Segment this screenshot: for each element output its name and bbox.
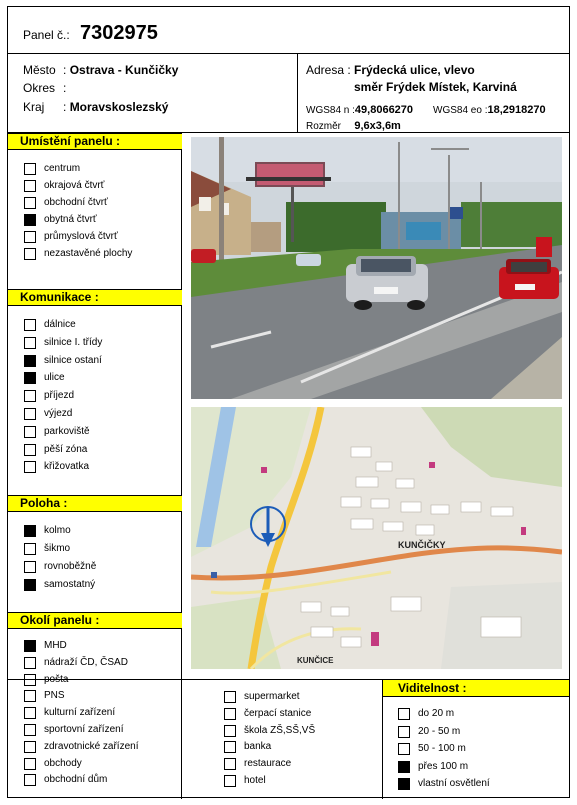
panel-sheet [7, 6, 570, 798]
colon: : [63, 63, 67, 77]
checklist-label: okrajová čtvrť [44, 180, 105, 191]
checklist-label: čerpací stanice [244, 707, 312, 719]
size-label: Rozměr [306, 121, 342, 132]
checklist-label: samostatný [44, 579, 96, 590]
colon: : [349, 105, 355, 116]
region-value: Moravskoslezský [69, 100, 169, 114]
location-block [8, 54, 569, 133]
checklist-item [24, 389, 74, 403]
checklist-label: silnice I. třídy [44, 336, 103, 348]
colon: : [481, 105, 488, 116]
checklist-label: dálnice [44, 319, 76, 330]
checklist-label: obchodní dům [44, 774, 108, 786]
checklist-label: obchodní čtvrť [44, 197, 108, 208]
checklist-item [24, 578, 95, 592]
checklist-label: kolmo [44, 525, 71, 536]
checklist-label: centrum [44, 163, 81, 174]
checklist-label: škola ZŠ,SŠ,VŠ [244, 724, 316, 736]
checklist-label: šikmo [44, 543, 71, 554]
checklist-item [398, 725, 460, 739]
size-row [306, 118, 401, 132]
map-svg [191, 407, 562, 669]
unchecked-box [398, 743, 410, 755]
checklist-item [24, 639, 67, 653]
checked-box [24, 372, 36, 384]
viditelnost-block [383, 680, 569, 799]
unchecked-box [224, 758, 236, 770]
bottom-block [8, 679, 569, 798]
location-left [8, 54, 298, 132]
unchecked-box [24, 197, 36, 209]
address-label-row: Adresa : [306, 63, 351, 77]
checked-box [24, 355, 36, 367]
checklist-item [398, 742, 466, 756]
checklist-item [398, 707, 454, 721]
address-label: Adresa [306, 63, 345, 77]
checklist-label: křižovatka [44, 461, 90, 473]
checklist-label: rovnoběžně [44, 561, 97, 572]
colon: : [63, 100, 67, 114]
checklist-item [224, 757, 291, 771]
checklist-label: zdravotnické zařízení [44, 740, 139, 752]
checklist-item [398, 777, 490, 791]
region-row [23, 100, 168, 114]
checked-box [24, 640, 36, 652]
checklist-item [24, 460, 89, 474]
size-value: 9,6x3,6m [354, 120, 401, 132]
checklist-label: pěší zóna [44, 443, 88, 455]
left-column [8, 133, 182, 786]
checklist-label: nádraží ČD, ČSAD [44, 656, 128, 668]
map-label-kuncice: KUNČICE [297, 656, 334, 665]
panel-number: 7302975 [80, 22, 158, 44]
colon: : [63, 81, 67, 95]
poloha-header: Poloha : [8, 495, 182, 512]
checklist-item [24, 560, 96, 574]
checklist-label: PNS [44, 690, 65, 702]
checklist-label: průmyslová čtvrť [44, 231, 118, 242]
checklist-label: restaurace [244, 758, 292, 770]
district-label: Okres [23, 81, 56, 95]
checked-box [398, 778, 410, 790]
checklist-label: pošta [44, 673, 69, 685]
checklist-label: banka [244, 741, 272, 753]
checklist-item [224, 724, 315, 738]
region-label: Kraj [23, 100, 45, 114]
address-line1 [354, 63, 475, 77]
wgs-n-row [306, 102, 413, 116]
wgs-e-value: 18,2918270 [487, 104, 546, 116]
checklist-label: 50 - 100 m [418, 743, 466, 754]
address-line2 [354, 80, 517, 94]
okoli-header: Okolí panelu : [8, 612, 182, 629]
checklist-label: výjezd [44, 408, 73, 419]
viditelnost-header: Viditelnost : [383, 680, 569, 697]
checklist-item [224, 774, 266, 788]
billboard-photo [191, 137, 562, 399]
unchecked-box [24, 319, 36, 331]
checklist-item [24, 213, 97, 227]
unchecked-box [24, 408, 36, 420]
wgs-n-label: WGS84 n [306, 105, 350, 116]
checklist-label: silnice ostaní [44, 354, 102, 366]
map-label-kuncicky: KUNČIČKY [398, 540, 446, 550]
checklist-item [24, 162, 80, 176]
checklist-item [24, 524, 71, 538]
checked-box [24, 214, 36, 226]
checklist-item [24, 443, 87, 457]
checklist-item [224, 740, 271, 754]
umisteni-header: Umístění panelu : [8, 133, 182, 150]
bottom-col1-spacer [8, 680, 182, 799]
location-map [191, 407, 562, 669]
checked-box [24, 525, 36, 537]
checklist-label: parkoviště [44, 425, 90, 437]
checklist-item [24, 318, 76, 332]
checklist-label: přes 100 m [418, 760, 469, 772]
checklist-item [24, 656, 128, 670]
checklist-label: hotel [244, 775, 266, 786]
checked-box [24, 579, 36, 591]
unchecked-box [24, 561, 36, 573]
unchecked-box [224, 775, 236, 787]
checklist-item [24, 230, 118, 244]
viditelnost-list [383, 680, 569, 799]
unchecked-box [224, 741, 236, 753]
panel-number-label: Panel č.: [23, 28, 70, 42]
city-row [23, 63, 178, 77]
unchecked-box [24, 180, 36, 192]
checklist-label: obchody [44, 757, 82, 769]
checklist-label: MHD [44, 640, 67, 651]
panel-header [8, 7, 569, 54]
unchecked-box [24, 248, 36, 260]
komunikace-header: Komunikace : [8, 289, 182, 306]
wgs-e-label: WGS84 eo [433, 105, 482, 116]
checklist-item [24, 542, 70, 556]
checklist-label: ulice [44, 372, 65, 384]
wgs-n-value: 49,8066270 [354, 104, 414, 116]
checklist-item [24, 179, 104, 193]
unchecked-box [24, 426, 36, 438]
unchecked-box [224, 725, 236, 737]
unchecked-box [224, 708, 236, 720]
unchecked-box [24, 543, 36, 555]
checklist-label: obytná čtvrť [44, 214, 97, 225]
address-value-2: směr Frýdek Místek, Karviná [354, 80, 517, 94]
street-photo-svg [191, 137, 562, 399]
checklist-label: supermarket [244, 691, 300, 702]
address-value-1: Frýdecká ulice, vlevo [354, 63, 475, 77]
okoli-list-col2 [182, 680, 383, 799]
unchecked-box [24, 337, 36, 349]
checked-box [398, 761, 410, 773]
unchecked-box [24, 390, 36, 402]
checklist-label: příjezd [44, 390, 75, 402]
wgs-e-row [433, 102, 546, 116]
unchecked-box [224, 691, 236, 703]
unchecked-box [24, 231, 36, 243]
checklist-label: vlastní osvětlení [418, 778, 490, 789]
district-row [23, 81, 66, 95]
unchecked-box [398, 726, 410, 738]
city-label: Město [23, 63, 56, 77]
city-value: Ostrava - Kunčičky [69, 63, 179, 77]
checklist-label: nezastavěné plochy [44, 248, 133, 259]
checklist-item [24, 247, 132, 261]
checklist-item [24, 354, 102, 368]
checklist-item [398, 760, 468, 774]
checklist-item [24, 336, 102, 350]
checklist-item [224, 707, 311, 721]
checklist-label: do 20 m [418, 708, 455, 719]
unchecked-box [24, 163, 36, 175]
unchecked-box [24, 461, 36, 473]
checklist-item [24, 425, 90, 439]
checklist-item [24, 407, 72, 421]
checklist-label: kulturní zařízení [44, 707, 116, 719]
unchecked-box [24, 444, 36, 456]
checklist-label: sportovní zařízení [44, 724, 124, 735]
checklist-item [224, 690, 300, 704]
unchecked-box [398, 708, 410, 720]
checklist-item [24, 196, 108, 210]
unchecked-box [24, 657, 36, 669]
checklist-item [24, 371, 65, 385]
checklist-label: 20 - 50 m [418, 725, 461, 737]
